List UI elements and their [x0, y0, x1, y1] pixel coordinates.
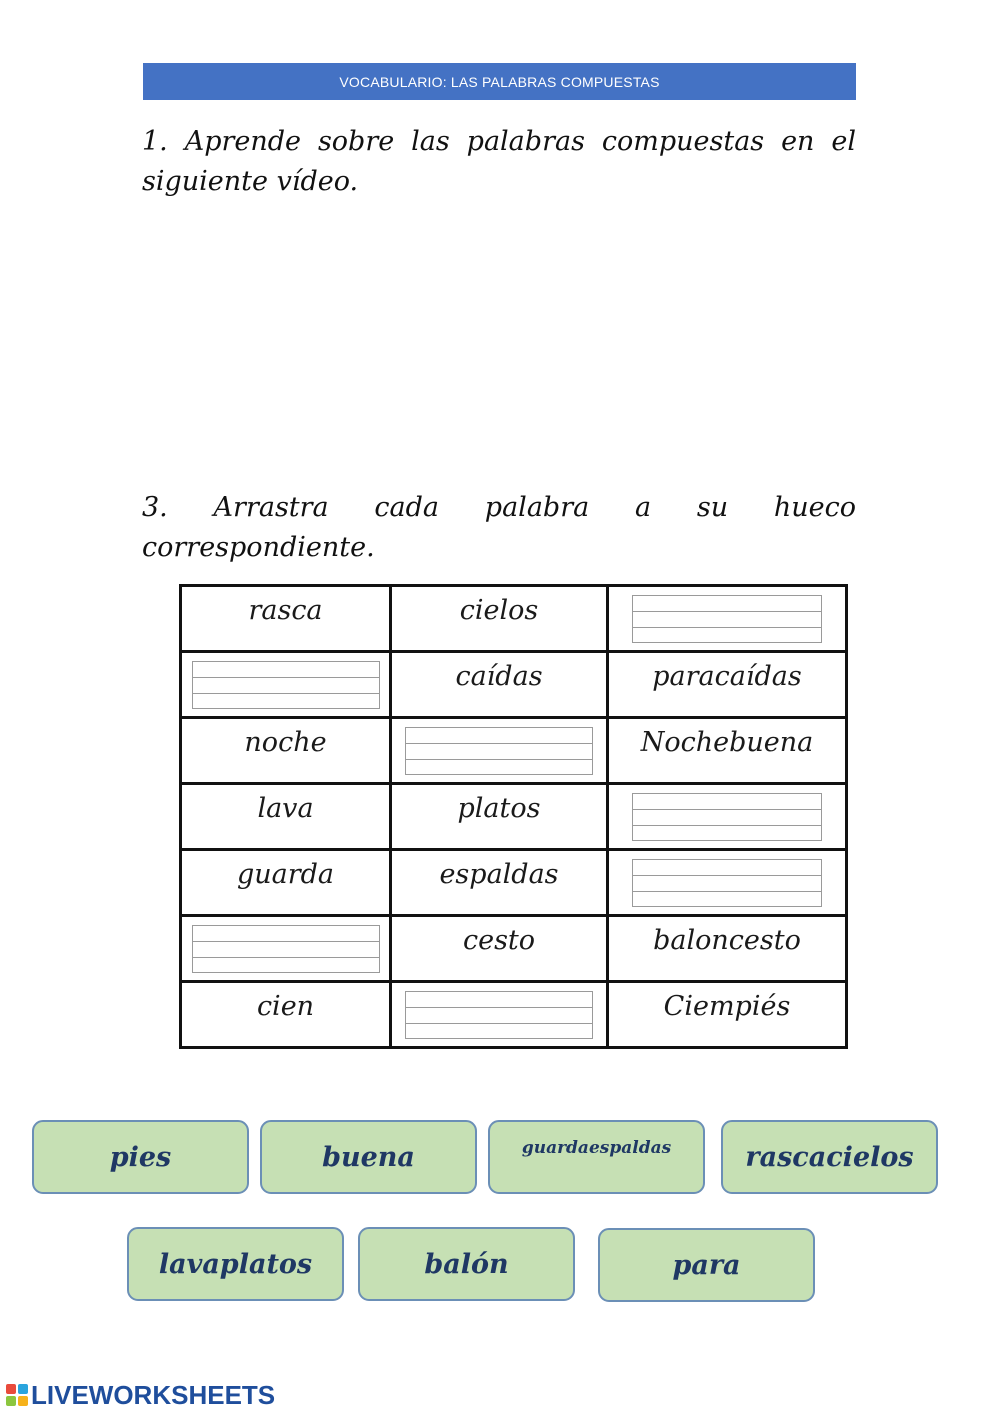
table-row: [181, 916, 847, 982]
cell-word: guarda: [236, 859, 335, 890]
cell-word: Ciempiés: [663, 991, 791, 1022]
word-tile-para[interactable]: para: [598, 1228, 815, 1302]
word-tile-pies[interactable]: pies: [32, 1120, 249, 1194]
worksheet-title-bar: [143, 63, 856, 100]
logo-text: LIVEWORKSHEETS: [31, 1379, 276, 1410]
table-cell: [391, 916, 608, 982]
word-tile-guardaespaldas[interactable]: guardaespaldas: [488, 1120, 705, 1194]
drop-slot[interactable]: [192, 661, 380, 709]
table-cell: [608, 916, 847, 982]
table-cell: [608, 586, 847, 652]
drop-slot[interactable]: [405, 991, 593, 1039]
table-cell: [391, 784, 608, 850]
table-cell: [608, 850, 847, 916]
cell-word: lava: [257, 793, 314, 824]
table-cell: [608, 982, 847, 1048]
cell-word: caídas: [455, 661, 543, 692]
table-cell: [181, 916, 391, 982]
cell-word: cielos: [459, 595, 539, 626]
table-cell: [181, 982, 391, 1048]
cell-word: espaldas: [439, 859, 559, 890]
table-cell: [391, 982, 608, 1048]
table-cell: [391, 718, 608, 784]
table-cell: [391, 586, 608, 652]
word-tile-lavaplatos[interactable]: lavaplatos: [127, 1227, 344, 1301]
drop-slot[interactable]: [632, 793, 822, 841]
table-row: [181, 586, 847, 652]
cell-word: Nochebuena: [640, 727, 814, 758]
liveworksheets-logo: [6, 1380, 275, 1410]
word-tile-balon[interactable]: balón: [358, 1227, 575, 1301]
instruction-step-3: 3. Arrastra cada palabra a su hueco correspondiente.: [142, 492, 856, 563]
compound-words-table: [179, 584, 848, 1049]
table-row: [181, 850, 847, 916]
instruction-step-1: 1. Aprende sobre las palabras compuestas en el siguiente vídeo.: [142, 126, 856, 197]
table-row: [181, 784, 847, 850]
table-row: [181, 718, 847, 784]
table-cell: [181, 784, 391, 850]
drop-slot[interactable]: [632, 859, 822, 907]
cell-word: baloncesto: [653, 925, 801, 956]
liveworksheets-logo-icon: [6, 1384, 28, 1406]
worksheet-title: VOCABULARIO: LAS PALABRAS COMPUESTAS: [339, 73, 660, 90]
drop-slot[interactable]: [192, 925, 380, 973]
table-cell: [181, 850, 391, 916]
table-cell: [608, 718, 847, 784]
cell-word: paracaídas: [652, 661, 802, 692]
table-cell: [391, 850, 608, 916]
drop-slot[interactable]: [632, 595, 822, 643]
word-tile-rascacielos[interactable]: rascacielos: [721, 1120, 938, 1194]
cell-word: cien: [256, 991, 315, 1022]
drop-slot[interactable]: [405, 727, 593, 775]
table-cell: [608, 652, 847, 718]
cell-word: platos: [457, 793, 541, 824]
table-cell: [608, 784, 847, 850]
table-cell: [181, 586, 391, 652]
word-tile-buena[interactable]: buena: [260, 1120, 477, 1194]
cell-word: noche: [244, 727, 327, 758]
cell-word: rasca: [248, 595, 323, 626]
table-row: [181, 982, 847, 1048]
cell-word: cesto: [462, 925, 536, 956]
table-row: [181, 652, 847, 718]
table-cell: [181, 652, 391, 718]
table-cell: [391, 652, 608, 718]
table-cell: [181, 718, 391, 784]
